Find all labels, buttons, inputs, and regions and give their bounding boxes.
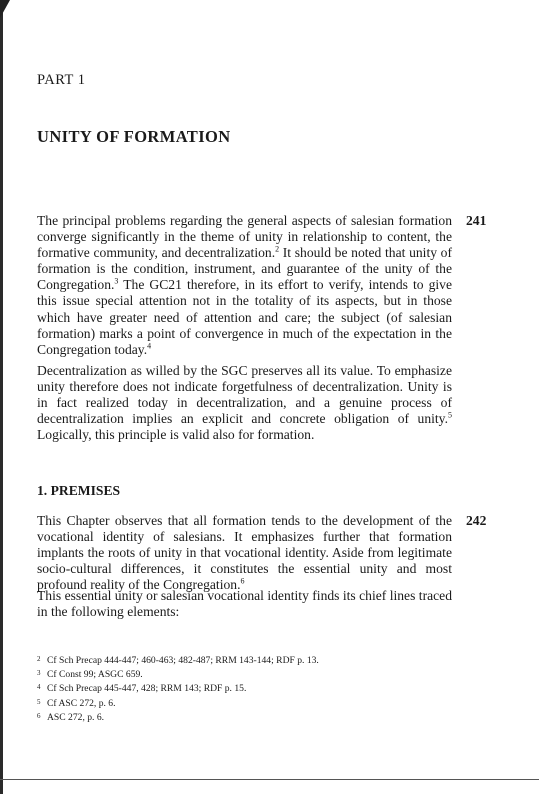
footnote-item [37, 667, 457, 681]
footnote-text: Cf Sch Precap 445-447, 428; RRM 143; RDF p. 15. [47, 683, 247, 695]
footnote-ref: 4 [147, 341, 152, 351]
part-label: PART 1 [37, 72, 86, 88]
footnote-text: Cf Sch Precap 444-447; 460-463; 482-487; RRM 143-144; RDF p. 13. [47, 655, 319, 666]
footnote-mark: 5 [37, 697, 41, 706]
paragraph-number-241: 241 [466, 213, 487, 228]
paragraph-text: The principal problems regarding the general aspects of salesian formation converge significantly in the theme of unity in relationship to content, the formative community, and decentralization. [37, 213, 452, 261]
paragraph-decentralization [37, 363, 452, 443]
footnote-text: ASC 272, p. 6. [47, 711, 105, 723]
footnote-item [37, 681, 457, 695]
footnote-mark: 6 [37, 711, 41, 720]
scan-edge-left [0, 0, 3, 794]
footnote-text: Cf Const 99; ASGC 659. [47, 669, 143, 681]
paragraph-241 [37, 213, 452, 358]
footnote-mark: 3 [37, 669, 41, 678]
paragraph-242 [37, 513, 452, 593]
paragraph-identity [37, 588, 452, 620]
paragraph-text: Logically, this principle is valid also for formation. [37, 427, 315, 443]
footnote-ref: 6 [240, 576, 245, 586]
chapter-title: UNITY OF FORMATION [37, 127, 231, 146]
footnote-mark: 4 [37, 683, 41, 692]
footnote-item [37, 710, 457, 724]
paragraph-text: This Chapter observes that all formation tends to the development of the vocational identity of salesians. It emphasizes further that formation implants the roots of unity in that vocational identity. Aside from legitimate socio-cultural differences, it constitutes the essential unity and most profound reality of the Congregation. [37, 513, 452, 593]
paragraph-number-242: 242 [466, 513, 487, 528]
paragraph-text: It should be noted that unity of formation is the condition, instrument, and guarantee of the unity of the Congregation. [37, 245, 452, 293]
footnote-ref: 3 [114, 276, 119, 286]
footnote-ref: 2 [275, 244, 280, 254]
section-heading-premises: 1. PREMISES [37, 483, 121, 498]
footnote-item [37, 653, 457, 667]
scan-edge-corner [0, 0, 10, 18]
footnote-text: Cf ASC 272, p. 6. [47, 697, 116, 709]
paragraph-text: The GC21 therefore, in its effort to verify, intends to give this issue special attention not in the totality of its aspects, but in those which have greater need of attention and care; the subject (of salesian formation) marks a point of convergence in much of the expectation in the Congregation today. [37, 277, 452, 357]
scan-edge-bottom [0, 779, 539, 780]
footnote-item [37, 696, 457, 710]
paragraph-text: This essential unity or salesian vocational identity finds its chief lines traced in the following elements: [37, 588, 452, 620]
footnote-ref: 5 [448, 410, 452, 420]
paragraph-text: Decentralization as willed by the SGC preserves all its value. To emphasize unity therefore does not indicate forgetfulness of decentralization. Unity is in fact realized today in decentralization, and a genuine process of decentralization implies an explicit and concrete obligation of unity. [37, 363, 452, 427]
footnote-mark: 2 [37, 655, 41, 663]
footnotes [37, 653, 457, 724]
